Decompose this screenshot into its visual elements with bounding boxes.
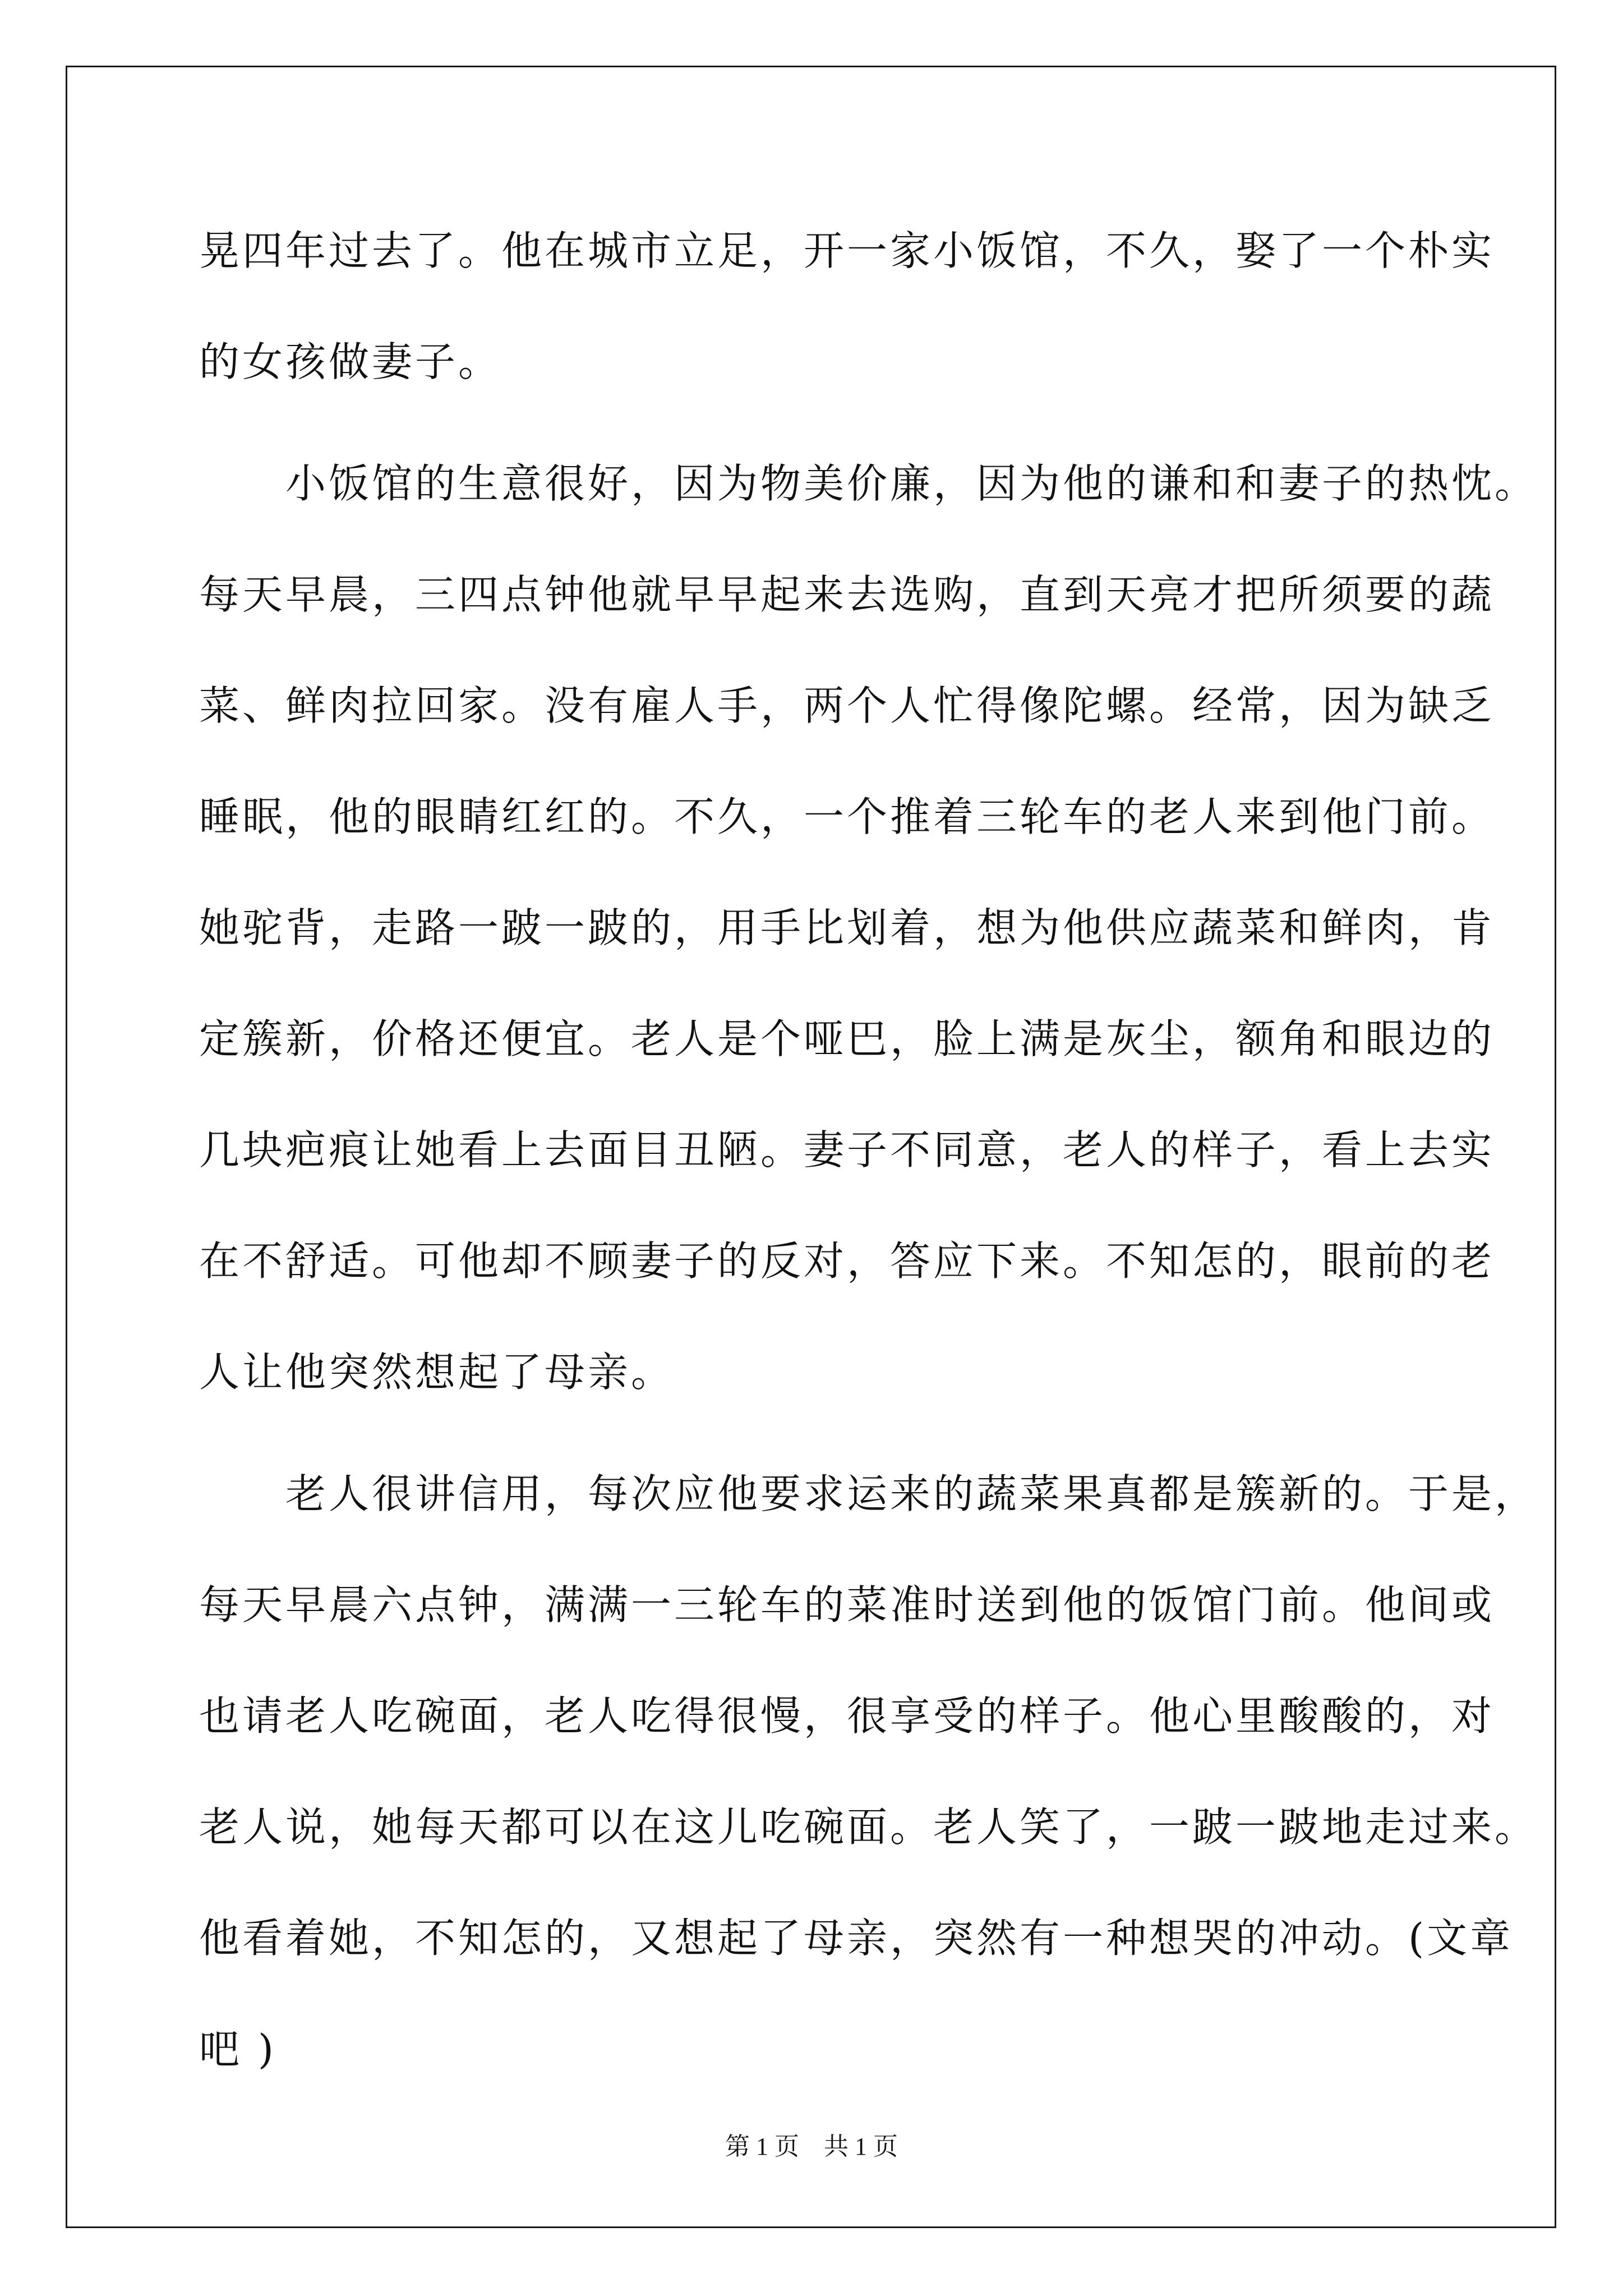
text-line: 几块疤痕让她看上去面目丑陋。妻子不同意，老人的样子，看上去实 <box>199 1126 1495 1174</box>
document-body <box>199 216 1538 2125</box>
paragraph-start-line: 老人很讲信用，每次应他要求运来的蔬菜果真都是簇新的。于是， <box>199 1470 1538 1517</box>
text-line: 吧 ) <box>199 2026 276 2073</box>
text-line: 的女孩做妻子。 <box>199 338 502 385</box>
text-line: 菜、鲜肉拉回家。没有雇人手，两个人忙得像陀螺。经常，因为缺乏 <box>199 682 1495 729</box>
paragraph-start-line: 小饭馆的生意很好，因为物美价廉，因为他的谦和和妻子的热忱。 <box>199 460 1538 507</box>
text-line: 在不舒适。可他却不顾妻子的反对，答应下来。不知怎的，眼前的老 <box>199 1237 1495 1285</box>
text-line: 定簇新，价格还便宜。老人是个哑巴，脸上满是灰尘，额角和眼边的 <box>199 1015 1495 1062</box>
text-line: 每天早晨六点钟，满满一三轮车的菜准时送到他的饭馆门前。他间或 <box>199 1581 1495 1628</box>
text-line: 老人说，她每天都可以在这儿吃碗面。老人笑了，一跛一跛地走过来。 <box>199 1803 1538 1851</box>
text-line: 每天早晨，三四点钟他就早早起来去选购，直到天亮才把所须要的蔬 <box>199 571 1495 618</box>
text-line: 睡眠，他的眼睛红红的。不久，一个推着三轮车的老人来到他门前。 <box>199 793 1495 840</box>
text-line: 晃四年过去了。他在城市立足，开一家小饭馆，不久，娶了一个朴实 <box>199 227 1495 274</box>
text-line: 人让他突然想起了母亲。 <box>199 1349 675 1396</box>
text-line: 她驼背，走路一跛一跛的，用手比划着，想为他供应蔬菜和鲜肉，肯 <box>199 904 1495 951</box>
text-line: 也请老人吃碗面，老人吃得很慢，很享受的样子。他心里酸酸的，对 <box>199 1692 1495 1740</box>
text-line: 他看着她，不知怎的，又想起了母亲，突然有一种想哭的冲动。(文章 <box>199 1915 1514 1962</box>
page-number-footer: 第 1 页 共 1 页 <box>725 2133 898 2160</box>
